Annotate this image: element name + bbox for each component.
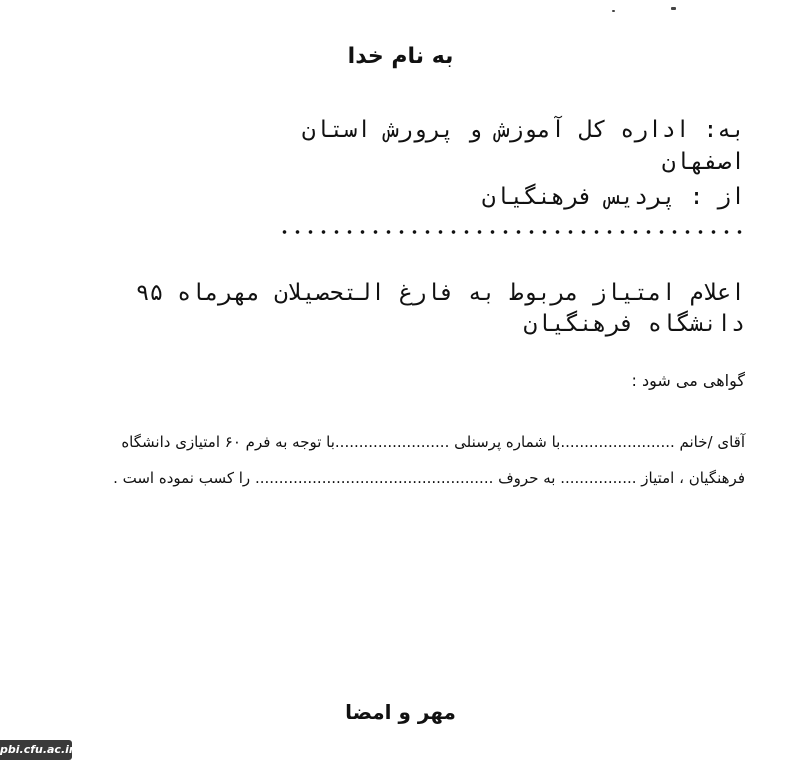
recipient-line-1: به: اداره کل آموزش و پرورش استان (301, 117, 745, 143)
scan-speck (612, 10, 615, 12)
site-watermark: pbi.cfu.ac.ir (0, 740, 72, 760)
certify-line: گواهی می شود : (631, 371, 745, 390)
recipient-line-2: اصفهان (661, 149, 745, 175)
scan-speck (671, 7, 676, 10)
body-line-2: فرهنگیان ، امتیاز ................ به حروف .................................................. را کسب نموده است . (113, 469, 745, 487)
subject-line-2: دانشگاه فرهنگیان (523, 311, 745, 337)
signature-label: مهر و امضا (345, 700, 456, 724)
letter-heading: به نام خدا (347, 44, 454, 69)
sender-line: از : پردیس فرهنگیان (481, 184, 745, 210)
body-line-1: آقای /خانم ........................با شماره پرسنلی ........................با توجه به فرم ۶۰ امتیازی دانشگاه (121, 433, 745, 451)
subject-line-1: اعلام امتیاز مربوط به فارغ التحصیلان مهرماه ۹۵ (135, 280, 745, 306)
dotted-separator (278, 226, 746, 238)
